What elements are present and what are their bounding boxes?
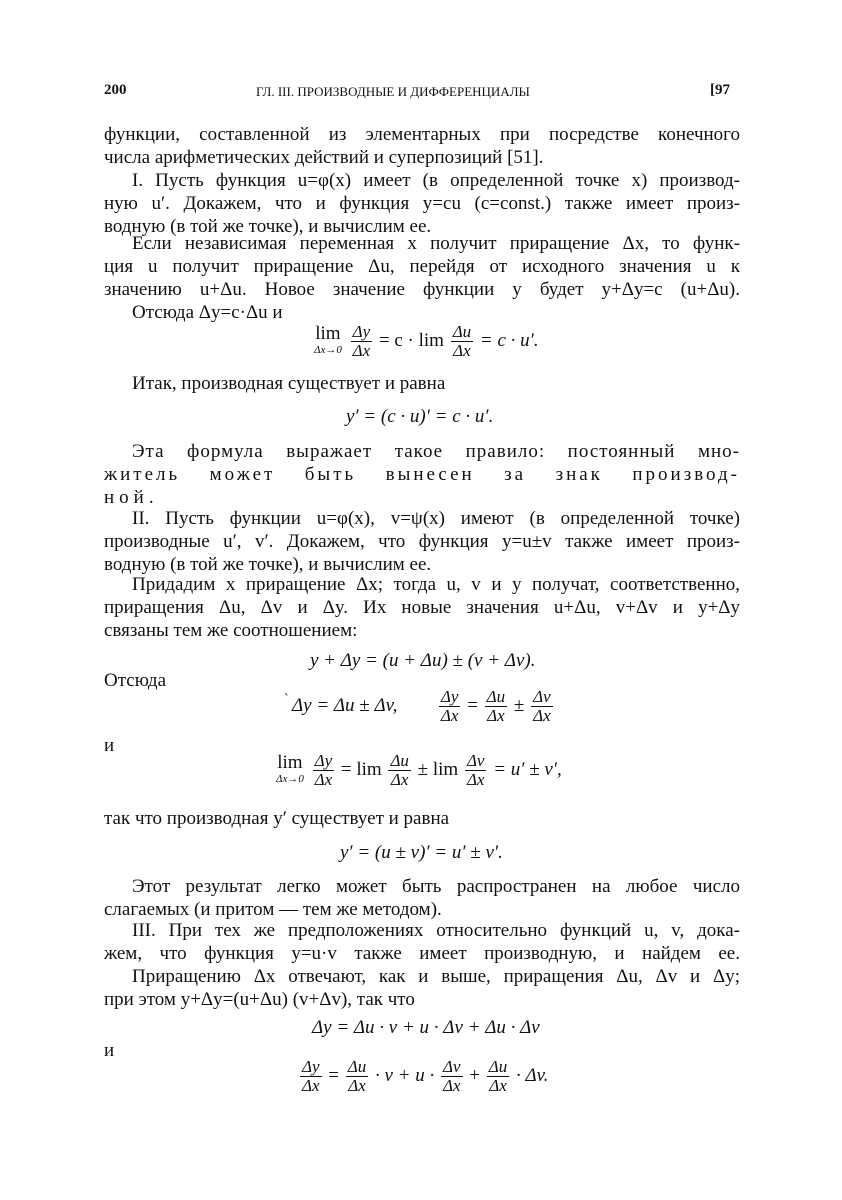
text-line: и bbox=[104, 735, 115, 756]
formula-limit-sum: lim Δx→0 $\frac{\Delta y}{\Delta x}$ = lim $\frac{\Delta u}{\Delta x}$ ± lim $\frac{\Delta v}{\Delta x}$ = u′ ± v′, bbox=[276, 751, 562, 789]
text-line: числа арифметических действий и суперпозиций [51]. bbox=[104, 147, 544, 168]
text-line: жем, что функция y=u·v также имеет производную, и найдем ее. bbox=[104, 943, 740, 964]
text-line: II. Пусть функции u=φ(x), v=ψ(x) имеют (в определенной точке) bbox=[132, 508, 740, 529]
formula-sum-rule: y′ = (u ± v)′ = u′ ± v′. bbox=[340, 842, 503, 863]
text-line: ция u получит приращение Δu, перейдя от исходного значения u к bbox=[104, 256, 740, 277]
text-line: III. При тех же предположениях относительно функций u, v, дока- bbox=[132, 920, 740, 941]
text-line: Если независимая переменная x получит приращение Δx, то функ- bbox=[132, 233, 740, 254]
text-line: приращения Δu, Δv и Δy. Их новые значения u+Δu, v+Δv и y+Δy bbox=[104, 597, 740, 618]
formula-const-rule: y′ = (c · u)′ = c · u′. bbox=[346, 406, 494, 427]
section-number: [97 bbox=[710, 82, 730, 98]
text-line: ную u′. Докажем, что и функция y=cu (c=const.) также имеет произ- bbox=[104, 193, 740, 214]
running-title: ГЛ. III. ПРОИЗВОДНЫЕ И ДИФФЕРЕНЦИАЛЫ bbox=[256, 84, 530, 99]
text-line: I. Пусть функция u=φ(x) имеет (в определенной точке x) производ- bbox=[132, 170, 740, 191]
text-line: связаны тем же соотношением: bbox=[104, 620, 358, 641]
text-line: функции, составленной из элементарных при посредстве конечного bbox=[104, 124, 740, 145]
text-line: при этом y+Δy=(u+Δu) (v+Δv), так что bbox=[104, 989, 415, 1010]
formula-sum-increment: Δy = Δu ± Δv, $\frac{\Delta y}{\Delta x}$ = $\frac{\Delta u}{\Delta x}$ ± $\frac{\Delta v}{\Delta x}$ bbox=[292, 687, 551, 725]
text-line: Этот результат легко может быть распространен на любое число bbox=[132, 876, 740, 897]
text-line: так что производная y′ существует и равна bbox=[104, 808, 450, 829]
page-number: 200 bbox=[104, 82, 127, 98]
text-line: Итак, производная существует и равна bbox=[132, 373, 446, 394]
text-line: Приращению Δx отвечают, как и выше, приращения Δu, Δv и Δy; bbox=[132, 966, 740, 987]
text-line: Придадим x приращение Δx; тогда u, v и y получат, соответственно, bbox=[132, 574, 740, 595]
formula-product-increment: Δy = Δu · v + u · Δv + Δu · Δv bbox=[312, 1017, 540, 1038]
text-line: житель может быть вынесен за знак производ- bbox=[104, 464, 740, 485]
scan-mark: ˋ bbox=[284, 692, 289, 707]
text-line: Отсюда Δy=c·Δu и bbox=[132, 302, 283, 323]
text-line: Эта формула выражает такое правило: постоянный мно- bbox=[132, 441, 740, 462]
text-line: ной. bbox=[104, 487, 159, 508]
text-line: водную (в той же точке), и вычислим ее. bbox=[104, 216, 432, 237]
formula-sum-relation: y + Δy = (u + Δu) ± (v + Δv). bbox=[310, 650, 536, 671]
text-line: водную (в той же точке), и вычислим ее. bbox=[104, 554, 432, 575]
text-line: Отсюда bbox=[104, 670, 167, 691]
formula-limit-const: lim Δx→0 $\frac{\Delta y}{\Delta x}$ = c · lim $\frac{\Delta u}{\Delta x}$ = c · u′. bbox=[314, 322, 539, 360]
text-line: производные u′, v′. Докажем, что функция y=u±v также имеет произ- bbox=[104, 531, 740, 552]
formula-product-ratio: $\frac{\Delta y}{\Delta x}$ = $\frac{\Delta u}{\Delta x}$ · v + u · $\frac{\Delta v}{\Delta x}$ + $\frac{\Delta u}{\Delta x}$ · Δv. bbox=[302, 1057, 549, 1095]
text-line: и bbox=[104, 1040, 115, 1061]
text-line: значению u+Δu. Новое значение функции y будет y+Δy=c (u+Δu). bbox=[104, 279, 740, 300]
text-line: слагаемых (и притом — тем же методом). bbox=[104, 899, 442, 920]
